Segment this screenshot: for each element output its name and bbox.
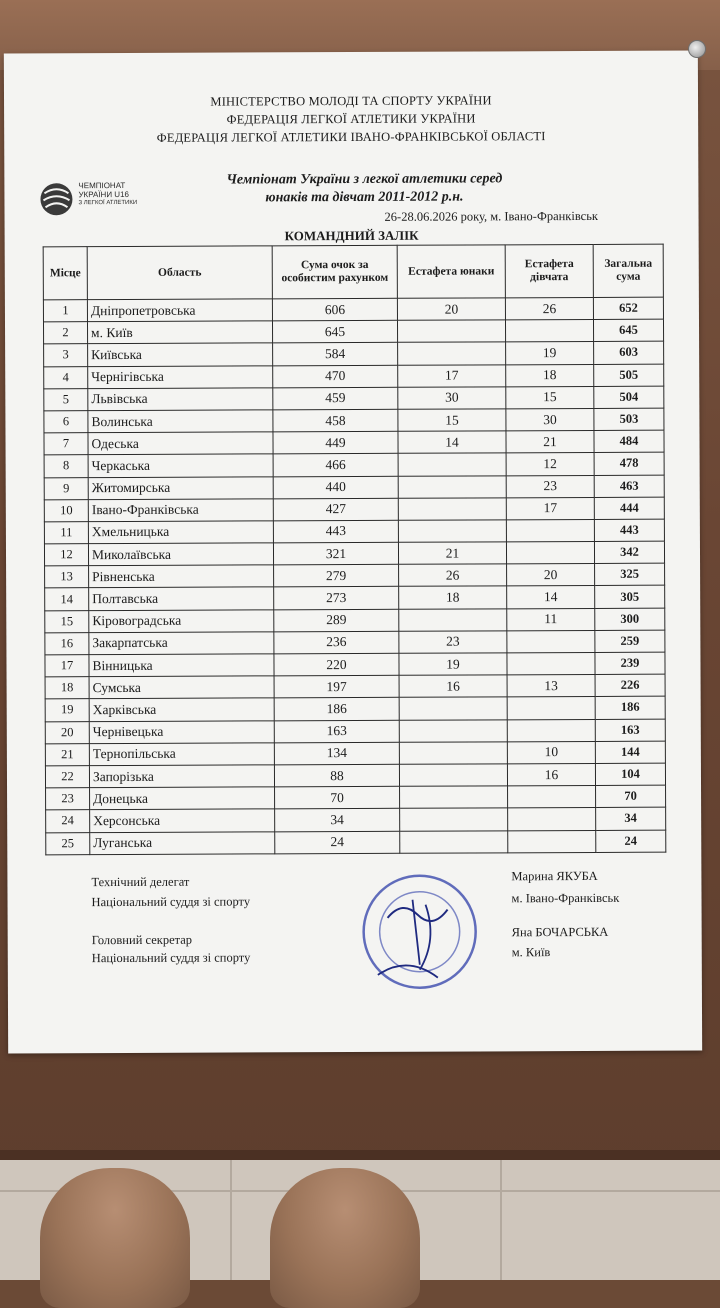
- cell-place: 13: [45, 566, 89, 588]
- cell-relay-boys: [398, 520, 506, 543]
- cell-personal-points: 443: [273, 520, 398, 543]
- cell-total: 603: [594, 342, 664, 364]
- official-stamp-icon: [357, 869, 483, 995]
- cell-personal-points: 427: [273, 498, 398, 521]
- cell-personal-points: 186: [274, 698, 399, 721]
- cell-place: 2: [43, 322, 87, 344]
- cell-place: 20: [45, 721, 89, 743]
- cell-relay-boys: 26: [399, 564, 507, 587]
- cell-personal-points: 459: [273, 387, 398, 410]
- cell-relay-girls: 14: [507, 586, 595, 609]
- cell-place: 21: [45, 743, 89, 765]
- cell-region: Донецька: [90, 787, 275, 810]
- cell-place: 10: [44, 499, 88, 521]
- cell-place: 14: [45, 588, 89, 610]
- table-row: [45, 674, 665, 699]
- cell-personal-points: 440: [273, 476, 398, 499]
- cell-region: Кіровоградська: [89, 609, 274, 632]
- column-header-personal: Сума очок за особистим рахунком: [272, 245, 397, 299]
- cell-relay-boys: 18: [399, 586, 507, 609]
- cell-place: 12: [44, 544, 88, 566]
- cell-relay-girls: [508, 808, 596, 831]
- cell-place: 11: [44, 522, 88, 544]
- cell-total: 104: [595, 763, 665, 785]
- cell-region: Миколаївська: [88, 543, 273, 566]
- tech-delegate-city: м. Івано-Франківськ: [511, 890, 620, 906]
- cell-region: Чернівецька: [89, 720, 274, 743]
- cell-total: 444: [594, 497, 664, 519]
- table-row: [46, 830, 666, 855]
- cell-relay-girls: 12: [506, 453, 594, 476]
- cell-personal-points: 466: [273, 454, 398, 477]
- table-row: [46, 785, 666, 810]
- table-row: [43, 297, 663, 322]
- table-row: [44, 408, 664, 433]
- chief-secretary-role: Головний секретар: [91, 932, 193, 948]
- cell-relay-boys: 15: [398, 409, 506, 432]
- cell-personal-points: 289: [274, 609, 399, 632]
- cell-relay-girls: 16: [507, 763, 595, 786]
- table-row: [45, 763, 665, 788]
- cell-personal-points: 458: [273, 409, 398, 432]
- cell-relay-girls: [507, 697, 595, 720]
- cell-total: 259: [595, 630, 665, 652]
- cell-relay-boys: [400, 808, 508, 831]
- cell-region: Львівська: [88, 388, 273, 411]
- cell-region: Луганська: [90, 831, 275, 854]
- cell-relay-girls: 17: [506, 497, 594, 520]
- cell-relay-boys: [399, 742, 507, 765]
- cell-total: 325: [595, 563, 665, 585]
- table-caption: КОМАНДНИЙ ЗАЛІК: [284, 227, 419, 244]
- date-and-place: 26-28.06.2026 року, м. Івано-Франківськ: [384, 208, 599, 224]
- championship-title-line1: Чемпіонат України з легкої атлетики серед: [226, 171, 503, 188]
- cell-place: 1: [43, 300, 87, 322]
- table-row: [45, 697, 665, 722]
- cell-total: 478: [594, 452, 664, 474]
- cell-place: 16: [45, 632, 89, 654]
- cell-personal-points: 236: [274, 631, 399, 654]
- cell-total: 34: [596, 807, 666, 829]
- foot-right: [270, 1168, 420, 1308]
- column-header-total: Загальна сума: [593, 244, 663, 297]
- cell-region: Закарпатська: [89, 632, 274, 655]
- column-header-relay-boys: Естафета юнаки: [397, 245, 505, 298]
- cell-relay-girls: 23: [506, 475, 594, 498]
- championship-title-line2: юнаків та дівчат 2011-2012 р.н.: [265, 189, 464, 206]
- pushpin-icon: [688, 40, 706, 58]
- cell-region: Черкаська: [88, 454, 273, 477]
- cell-relay-boys: [398, 453, 506, 476]
- cell-total: 342: [594, 541, 664, 563]
- cell-place: 7: [44, 433, 88, 455]
- cell-place: 17: [45, 655, 89, 677]
- chief-secretary-city: м. Київ: [511, 945, 551, 960]
- cell-relay-girls: 19: [506, 342, 594, 365]
- column-header-relay-girls: Естафета дівчата: [505, 244, 593, 297]
- cell-personal-points: 273: [274, 587, 399, 610]
- table-row: [45, 630, 665, 655]
- cell-total: 239: [595, 652, 665, 674]
- cell-place: 9: [44, 477, 88, 499]
- cell-relay-girls: [507, 630, 595, 653]
- header-ministry: МІНІСТЕРСТВО МОЛОДІ ТА СПОРТУ УКРАЇНИ: [210, 93, 492, 109]
- cell-total: 226: [595, 674, 665, 696]
- cell-relay-girls: 20: [507, 564, 595, 587]
- cell-relay-boys: [399, 697, 507, 720]
- cell-relay-boys: 17: [398, 364, 506, 387]
- table-row: [45, 608, 665, 633]
- chief-secretary-title: Національний суддя зі спорту: [91, 950, 251, 966]
- cell-relay-girls: [506, 542, 594, 565]
- cell-total: 463: [594, 475, 664, 497]
- cell-total: 443: [594, 519, 664, 541]
- cell-place: 3: [44, 344, 88, 366]
- document-sheet: [4, 50, 702, 1053]
- cell-region: Житомирська: [88, 476, 273, 499]
- cell-total: 300: [595, 608, 665, 630]
- column-header-region: Область: [87, 246, 272, 300]
- foot-left: [40, 1168, 190, 1308]
- cell-relay-girls: 26: [505, 297, 593, 320]
- cell-personal-points: 197: [274, 675, 399, 698]
- cell-region: Харківська: [89, 698, 274, 721]
- cell-personal-points: 449: [273, 431, 398, 454]
- cell-personal-points: 34: [275, 809, 400, 832]
- cell-relay-girls: 13: [507, 675, 595, 698]
- cell-place: 23: [46, 788, 90, 810]
- header-regional-federation: ФЕДЕРАЦІЯ ЛЕГКОЇ АТЛЕТИКИ ІВАНО-ФРАНКІВСЬКОЇ ОБЛАСТІ: [156, 129, 546, 145]
- cell-relay-girls: 15: [506, 386, 594, 409]
- table-row: [43, 319, 663, 344]
- cell-relay-girls: [508, 786, 596, 809]
- cell-total: 186: [595, 697, 665, 719]
- table-row: [46, 807, 666, 832]
- cell-relay-girls: 21: [506, 431, 594, 454]
- cell-total: 70: [596, 785, 666, 807]
- cell-place: 15: [45, 610, 89, 632]
- cell-relay-boys: [400, 830, 508, 853]
- cell-place: 19: [45, 699, 89, 721]
- table-row: [44, 386, 664, 411]
- cell-total: 505: [594, 364, 664, 386]
- cell-region: Тернопільська: [89, 743, 274, 766]
- cell-personal-points: 645: [272, 320, 397, 343]
- chief-secretary-name: Яна БОЧАРСЬКА: [511, 924, 609, 940]
- cell-relay-boys: 21: [398, 542, 506, 565]
- table-row: [45, 741, 665, 766]
- table-row: [45, 719, 665, 744]
- cell-relay-girls: [507, 652, 595, 675]
- team-standings-table: [43, 244, 667, 855]
- table-row: [44, 475, 664, 500]
- cell-region: м. Київ: [87, 321, 272, 344]
- cell-region: Сумська: [89, 676, 274, 699]
- cell-relay-girls: [508, 830, 596, 853]
- cell-region: Запорізька: [89, 765, 274, 788]
- cell-relay-boys: [398, 342, 506, 365]
- table-row: [45, 586, 665, 611]
- cell-region: Івано-Франківська: [88, 499, 273, 522]
- cell-relay-boys: 19: [399, 653, 507, 676]
- cell-place: 6: [44, 411, 88, 433]
- cell-region: Хмельницька: [88, 521, 273, 544]
- cell-place: 25: [46, 832, 90, 854]
- cell-personal-points: 220: [274, 653, 399, 676]
- cell-relay-girls: [505, 320, 593, 343]
- table-row: [44, 519, 664, 544]
- cell-region: Вінницька: [89, 654, 274, 677]
- cell-personal-points: 584: [273, 343, 398, 366]
- cell-total: 163: [595, 719, 665, 741]
- cell-region: Полтавська: [89, 587, 274, 610]
- cell-relay-girls: 30: [506, 408, 594, 431]
- cell-total: 503: [594, 408, 664, 430]
- cell-personal-points: 606: [272, 298, 397, 321]
- tech-delegate-name: Марина ЯКУБА: [511, 868, 598, 884]
- cell-place: 4: [44, 366, 88, 388]
- cell-region: Київська: [88, 343, 273, 366]
- cell-total: 144: [595, 741, 665, 763]
- cell-total: 305: [595, 586, 665, 608]
- table-row: [44, 497, 664, 522]
- table-header-row: [43, 244, 663, 300]
- cell-relay-girls: 11: [507, 608, 595, 631]
- cell-personal-points: 88: [274, 764, 399, 787]
- cell-total: 645: [593, 319, 663, 341]
- cell-region: Рівненська: [89, 565, 274, 588]
- cell-relay-girls: 10: [507, 741, 595, 764]
- cell-relay-boys: 14: [398, 431, 506, 454]
- table-body: [43, 297, 665, 854]
- cell-region: Чернігівська: [88, 365, 273, 388]
- header-federation: ФЕДЕРАЦІЯ ЛЕГКОЇ АТЛЕТИКИ УКРАЇНИ: [226, 111, 476, 127]
- cell-relay-boys: 23: [399, 631, 507, 654]
- cell-personal-points: 134: [274, 742, 399, 765]
- table-row: [44, 430, 664, 455]
- cell-region: Дніпропетровська: [87, 299, 272, 322]
- cell-personal-points: 24: [275, 831, 400, 854]
- table-row: [45, 652, 665, 677]
- cell-relay-girls: [507, 719, 595, 742]
- cell-place: 8: [44, 455, 88, 477]
- cell-relay-boys: [397, 320, 505, 343]
- cell-total: 24: [596, 830, 666, 852]
- cell-region: Херсонська: [90, 809, 275, 832]
- cell-personal-points: 279: [274, 565, 399, 588]
- column-header-place: Місце: [43, 247, 87, 300]
- table-row: [44, 452, 664, 477]
- cell-relay-boys: [399, 764, 507, 787]
- cell-relay-boys: [399, 719, 507, 742]
- table-row: [44, 364, 664, 389]
- cell-relay-girls: [506, 519, 594, 542]
- table-row: [45, 563, 665, 588]
- cell-place: 5: [44, 388, 88, 410]
- cell-place: 22: [45, 766, 89, 788]
- cell-relay-boys: [398, 475, 506, 498]
- cell-place: 24: [46, 810, 90, 832]
- cell-relay-boys: [400, 786, 508, 809]
- cell-relay-boys: 20: [397, 298, 505, 321]
- cell-relay-boys: 16: [399, 675, 507, 698]
- cell-relay-boys: [399, 608, 507, 631]
- cell-region: Одеська: [88, 432, 273, 455]
- cell-relay-boys: [398, 498, 506, 521]
- cell-relay-boys: 30: [398, 387, 506, 410]
- cell-total: 504: [594, 386, 664, 408]
- table-row: [44, 342, 664, 367]
- table-row: [44, 541, 664, 566]
- cell-personal-points: 470: [273, 365, 398, 388]
- cell-personal-points: 70: [275, 786, 400, 809]
- cell-place: 18: [45, 677, 89, 699]
- cell-relay-girls: 18: [506, 364, 594, 387]
- tech-delegate-title: Національний суддя зі спорту: [91, 894, 251, 910]
- tech-delegate-role: Технічний делегат: [91, 874, 190, 890]
- cell-total: 484: [594, 430, 664, 452]
- cell-total: 652: [593, 297, 663, 319]
- cell-region: Волинська: [88, 410, 273, 433]
- cell-personal-points: 163: [274, 720, 399, 743]
- logo-caption: ЧЕМПІОНАТ УКРАЇНИ U16 З ЛЕГКОЇ АТЛЕТИКИ: [78, 180, 138, 207]
- cell-personal-points: 321: [273, 542, 398, 565]
